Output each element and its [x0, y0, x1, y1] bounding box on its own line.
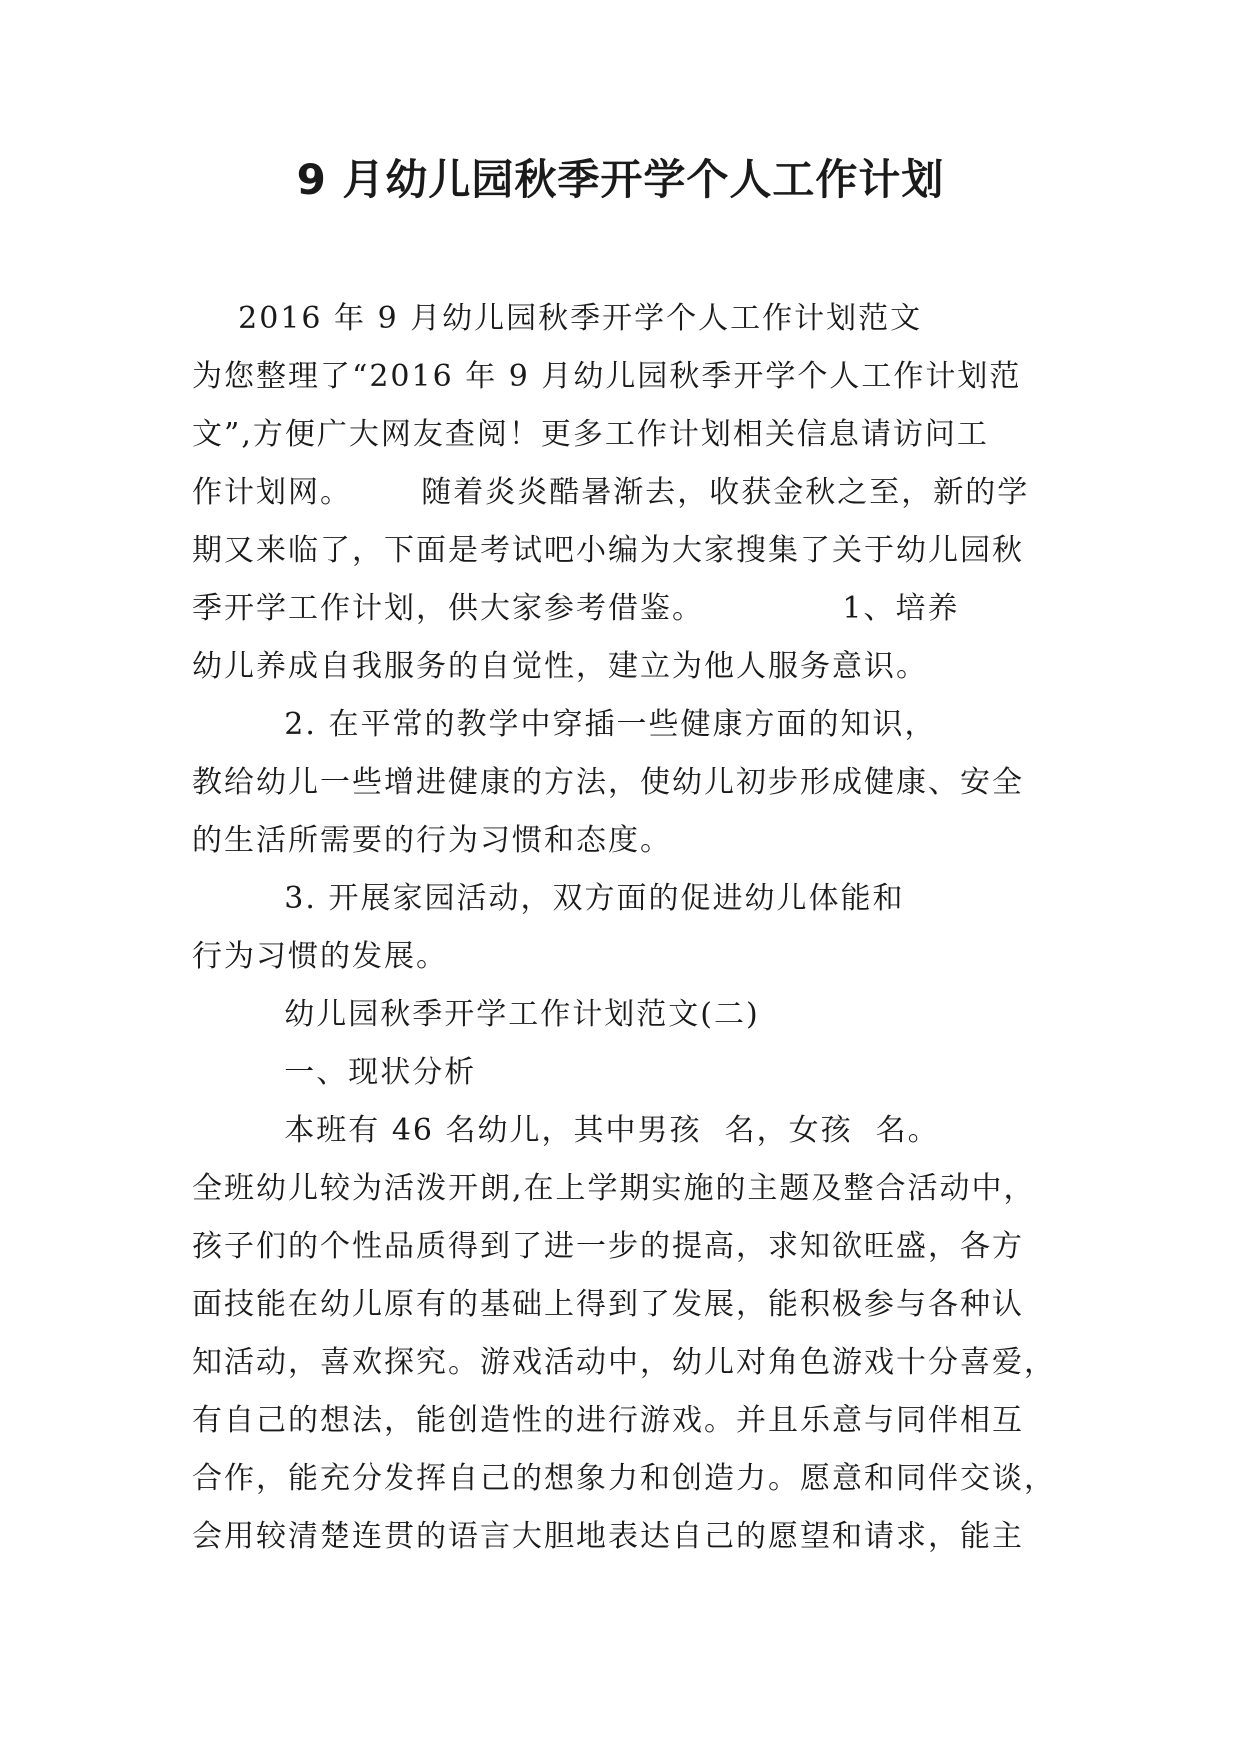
body-line: 2. 在平常的教学中穿插一些健康方面的知识， [192, 707, 937, 742]
body-line: 文”,方便广大网友查阅！更多工作计划相关信息请访问工 [192, 417, 989, 452]
body-line: 2016 年 9 月幼儿园秋季开学个人工作计划范文 [192, 301, 923, 336]
body-line: 行为习惯的发展。 [192, 939, 448, 974]
body-line: 面技能在幼儿原有的基础上得到了发展，能积极参与各种认 [192, 1287, 1024, 1322]
body-line: 有自己的想法，能创造性的进行游戏。并且乐意与同伴相互 [192, 1403, 1024, 1438]
body-line: 期又来临了，下面是考试吧小编为大家搜集了关于幼儿园秋 [192, 533, 1024, 568]
body-line: 孩子们的个性品质得到了进一步的提高，求知欲旺盛，各方 [192, 1229, 1024, 1264]
body-line: 作计划网。 随着炎炎酷暑渐去，收获金秋之至，新的学 [192, 475, 1030, 510]
body-line: 合作，能充分发挥自己的想象力和创造力。愿意和同伴交谈， [192, 1461, 1056, 1496]
body-line: 一、现状分析 [192, 1055, 477, 1090]
body-line: 知活动，喜欢探究。游戏活动中，幼儿对角色游戏十分喜爱， [192, 1345, 1056, 1380]
body-line: 教给幼儿一些增进健康的方法，使幼儿初步形成健康、安全 [192, 765, 1024, 800]
body-line: 本班有 46 名幼儿，其中男孩 名，女孩 名。 [192, 1113, 940, 1148]
document-body [192, 290, 1056, 1566]
body-line: 的生活所需要的行为习惯和态度。 [192, 823, 672, 858]
body-line: 季开学工作计划，供大家参考借鉴。 1、培养 [192, 591, 960, 626]
body-line: 3. 开展家园活动，双方面的促进幼儿体能和 [192, 881, 905, 916]
body-line: 幼儿园秋季开学工作计划范文(二) [192, 997, 760, 1032]
body-line: 会用较清楚连贯的语言大胆地表达自己的愿望和请求，能主 [192, 1519, 1024, 1554]
body-line: 为您整理了“2016 年 9 月幼儿园秋季开学个人工作计划范 [192, 359, 1022, 394]
body-line: 幼儿养成自我服务的自觉性，建立为他人服务意识。 [192, 649, 928, 684]
page-title: 9 月幼儿园秋季开学个人工作计划 [296, 155, 945, 204]
body-line: 全班幼儿较为活泼开朗,在上学期实施的主题及整合活动中， [192, 1171, 1036, 1206]
